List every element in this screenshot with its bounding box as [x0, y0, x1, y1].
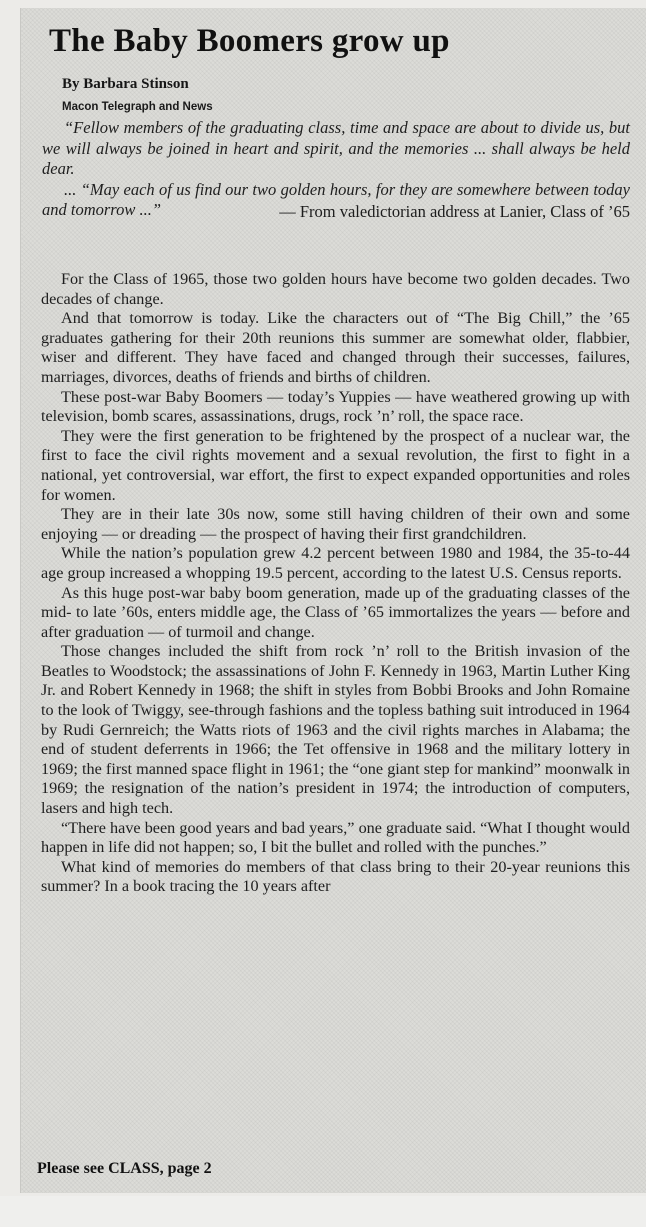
body-paragraph: And that tomorrow is today. Like the characters out of “The Big Chill,” the ’65 graduates gathering for their 20th reunions this summer are somewhat older, flabbier, wiser and different. They have faced and changed through their successes, failures, marriages, divorces, deaths of friends and births of children.	[41, 309, 630, 386]
body-paragraph: These post-war Baby Boomers — today’s Yuppies — have weathered growing up with television, bomb scares, assassinations, drugs, rock ’n’ roll, the space race.	[41, 387, 630, 426]
continuation-link[interactable]: Please see CLASS, page 2	[37, 1160, 212, 1177]
byline: By Barbara Stinson	[62, 76, 189, 92]
source-publication: Macon Telegraph and News	[62, 101, 213, 113]
body-paragraph: They were the first generation to be frightened by the prospect of a nuclear war, the first to face the civil rights movement and a sexual revolution, the first to fight in a national, yet controversial, war effort, the first to expect expanded opportunities and roles for women.	[41, 426, 630, 504]
quote-attribution: — From valedictorian address at Lanier, Class of ’65	[279, 202, 630, 221]
body-paragraph: They are in their late 30s now, some still having children of their own and some enjoying — or dreading — the prospect of having their first grandchildren.	[41, 505, 630, 543]
body-paragraph: “There have been good years and bad years,” one graduate said. “What I thought would happen in life did not happen; so, I bit the bullet and rolled with the punches.”	[41, 818, 630, 857]
body-paragraph: Those changes included the shift from rock ’n’ roll to the British invasion of the Beatles to Woodstock; the assassinations of John F. Kennedy in 1963, Martin Luther King Jr. and Robert Kennedy in 1968; the shift in styles from Bobbi Brooks and John Romaine to the look of Twiggy, see-through fashions and the topless bathing suit introduced in 1964 by Rudi Gernreich; the Watts riots of 1963 and the civil rights marches in Alabama; the end of student deferrents in 1966; the Tet offensive in 1968 and the military lottery in 1969; the first manned space flight in 1961; the “one giant step for mankind” moonwalk in 1969; the resignation of the nation’s president in 1974; the introduction of computers, lasers and high tech.	[41, 642, 630, 818]
quote-paragraph: “Fellow members of the graduating class, time and space are about to divide us, but we will always be joined in heart and spirit, and the memories ... shall always be held dear.	[42, 118, 630, 178]
body-paragraph: What kind of memories do members of that class bring to their 20-year reunions this summer? In a book tracing the 10 years after	[41, 857, 630, 896]
page-margin	[0, 1196, 646, 1227]
article-body	[41, 270, 630, 897]
headline: The Baby Boomers grow up	[49, 23, 450, 59]
body-paragraph: While the nation’s population grew 4.2 percent between 1980 and 1984, the 35-to-44 age group increased a whopping 19.5 percent, according to the latest U.S. Census reports.	[41, 544, 630, 582]
quote-paragraph: ... “May each of us find our two golden hours, for they are somewhere between today and tomorrow ...”	[42, 179, 630, 219]
body-paragraph: For the Class of 1965, those two golden hours have become two golden decades. Two decades of change.	[41, 270, 630, 308]
body-paragraph: As this huge post-war baby boom generation, made up of the graduating classes of the mid- to late ’60s, enters middle age, the Class of ’65 immortalizes the years — before and after graduation — of turmoil and change.	[41, 583, 630, 641]
